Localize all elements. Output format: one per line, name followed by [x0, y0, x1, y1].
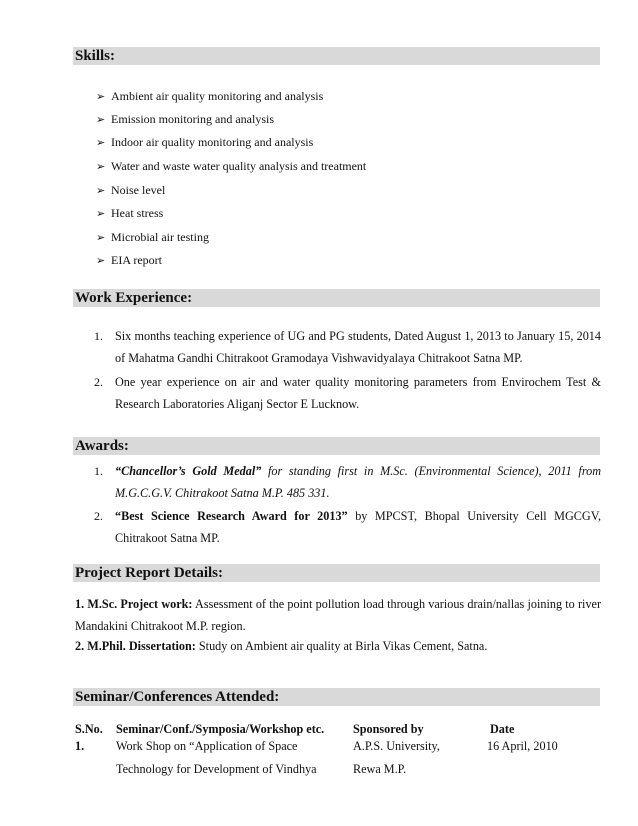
project-heading: Project Report Details:	[73, 564, 600, 582]
table-cell-seminar: Technology for Development of Vindhya	[116, 762, 317, 776]
work-item-number: 1.	[94, 329, 103, 343]
list-item: ➢ Noise level	[96, 183, 166, 197]
award-item	[115, 505, 601, 549]
arrow-bullet-icon: ➢	[96, 208, 106, 220]
project-description: Assessment of the point pollution load through various drain/nallas joining to river Mandakini Chitrakoot M.P. region.	[75, 597, 602, 633]
award-description: for standing first in M.Sc. (Environmental Science), 2011 from M.G.C.G.V. Chitrakoot Satna M.P. 485 331.	[115, 464, 602, 500]
arrow-bullet-icon: ➢	[96, 137, 106, 149]
list-item: ➢ Indoor air quality monitoring and analysis	[96, 135, 314, 149]
award-description: by MPCST, Bhopal University Cell MGCGV, Chitrakoot Satna MP.	[115, 509, 601, 545]
work-item-number: 2.	[94, 375, 103, 389]
skills-heading: Skills:	[73, 47, 600, 65]
arrow-bullet-icon: ➢	[96, 114, 106, 126]
table-cell-date: 16 April, 2010	[487, 739, 558, 753]
project-item	[75, 635, 601, 657]
list-item: ➢ Microbial air testing	[96, 230, 209, 244]
table-header-sponsor: Sponsored by	[353, 722, 424, 736]
list-item: ➢ EIA report	[96, 253, 162, 267]
arrow-bullet-icon: ➢	[96, 161, 106, 173]
award-item-number: 1.	[94, 464, 103, 478]
work-experience-heading: Work Experience:	[73, 289, 600, 307]
table-cell-seminar: Work Shop on “Application of Space	[116, 739, 298, 753]
table-cell-sno: 1.	[75, 739, 85, 753]
arrow-bullet-icon: ➢	[96, 255, 106, 267]
table-cell-sponsor: A.P.S. University,	[353, 739, 440, 753]
arrow-bullet-icon: ➢	[96, 232, 106, 244]
award-title: “Best Science Research Award for 2013”	[115, 509, 348, 523]
awards-heading: Awards:	[73, 437, 600, 455]
table-cell-sponsor: Rewa M.P.	[353, 762, 407, 776]
seminar-heading: Seminar/Conferences Attended:	[73, 688, 600, 706]
arrow-bullet-icon: ➢	[96, 91, 106, 103]
project-item	[75, 593, 601, 637]
table-header-date: Date	[490, 722, 515, 736]
award-item	[115, 460, 601, 504]
award-title: “Chancellor’s Gold Medal”	[115, 464, 262, 478]
list-item: ➢ Water and waste water quality analysis and treatment	[96, 159, 367, 173]
project-label: 1. M.Sc. Project work:	[75, 597, 193, 611]
list-item: ➢ Emission monitoring and analysis	[96, 112, 274, 126]
list-item: ➢ Ambient air quality monitoring and analysis	[96, 89, 324, 103]
award-item-number: 2.	[94, 509, 103, 523]
list-item: ➢ Heat stress	[96, 206, 164, 220]
arrow-bullet-icon: ➢	[96, 185, 106, 197]
project-description: Study on Ambient air quality at Birla Vikas Cement, Satna.	[195, 639, 488, 653]
work-item-text: One year experience on air and water quality monitoring parameters from Envirochem Test & Research Laboratories Aliganj Sector E Lucknow.	[115, 375, 601, 411]
work-item-text: Six months teaching experience of UG and PG students, Dated August 1, 2013 to January 15, 2014 of Mahatma Gandhi Chitrakoot Gramodaya Vishwavidyalaya Chitrakoot Satna MP.	[115, 329, 601, 365]
project-label: 2. M.Phil. Dissertation:	[75, 639, 196, 653]
table-header-sno: S.No.	[75, 722, 103, 736]
table-header-seminar: Seminar/Conf./Symposia/Workshop etc.	[116, 722, 325, 736]
